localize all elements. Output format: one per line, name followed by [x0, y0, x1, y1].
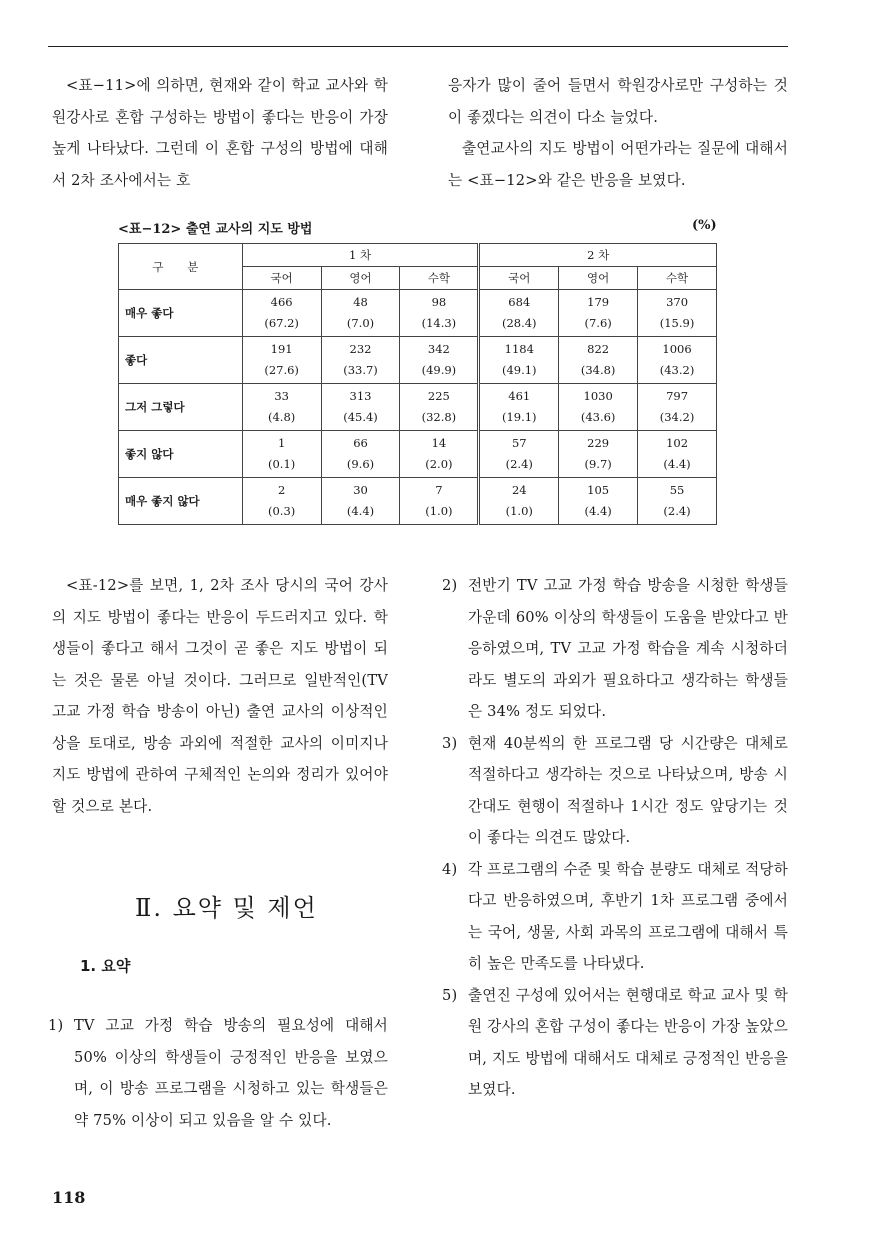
- cell-count: 342: [427, 342, 450, 356]
- top-left-paragraph: <표−11>에 의하면, 현재와 같이 학교 교사와 학원강사로 혼합 구성하는 방법이 좋다는 반응이 가장 높게 나타났다. 그런데 이 혼합 구성의 방법에 대해서 2차 조사에서는 호: [52, 77, 388, 189]
- summary-item-text: TV 고교 가정 학습 방송의 필요성에 대해서 50% 이상의 학생들이 긍정적인 반응을 보였으며, 이 방송 프로그램을 시청하고 있는 학생들은 약 75% 이상이 되고 있음을 알 수 있다.: [74, 1017, 388, 1129]
- table-cell: [321, 290, 400, 337]
- section-title: Ⅱ. 요약 및 제언: [135, 894, 318, 922]
- cell-count: 466: [270, 295, 293, 309]
- cell-count: 57: [511, 436, 527, 450]
- summary-item-text: 출연진 구성에 있어서는 현행대로 학교 교사 및 학원 강사의 혼합 구성이 좋다는 반응이 가장 높았으며, 지도 방법에 대해서도 대체로 긍정적인 반응을 보였다.: [468, 986, 788, 1098]
- cell-count: 313: [349, 389, 372, 403]
- cell-count: 48: [353, 295, 368, 309]
- subject-header: 국어: [479, 267, 559, 290]
- cell-percent: (19.1): [501, 410, 537, 424]
- table-cell: [242, 384, 321, 431]
- summary-item-number: 1): [48, 1017, 64, 1034]
- bottom-left-paragraph: <표-12>를 보면, 1, 2차 조사 당시의 국어 강사의 지도 방법이 좋다는 반응이 두드러지고 있다. 학생들이 좋다고 해서 그것이 곧 좋은 지도 방법이 되는 것은 물론 아닐 것이다. 그러므로 일반적인(TV 고교 가정 학습 방송이 아닌) 출연 교사의 이상적인 상을 토대로, 방송 과외에 적절한 교사의 이미지나 지도 방법에 관하여 구체적인 논의와 정리가 있어야 할 것으로 본다.: [52, 577, 388, 815]
- table-cell: [559, 431, 638, 478]
- cell-count: 98: [431, 295, 447, 309]
- table-cell: [479, 384, 559, 431]
- cell-percent: (33.7): [343, 363, 378, 377]
- cell-percent: (4.4): [346, 504, 375, 518]
- right-summary-list: [442, 570, 788, 1106]
- table-cell: [479, 337, 559, 384]
- cell-count: 1030: [583, 389, 613, 403]
- cell-percent: (49.9): [421, 363, 457, 377]
- cell-percent: (34.8): [580, 363, 616, 377]
- table-cell: [242, 431, 321, 478]
- top-right-paragraph-2: 출연교사의 지도 방법이 어떤가라는 질문에 대해서는 <표−12>와 같은 반응을 보였다.: [448, 140, 788, 189]
- cell-count: 7: [435, 483, 443, 497]
- table-cell: [559, 290, 638, 337]
- cell-percent: (7.0): [346, 316, 375, 330]
- row-label: 좋다: [119, 337, 243, 384]
- table-cell: [400, 337, 479, 384]
- cell-percent: (14.3): [421, 316, 457, 330]
- cell-count: 24: [511, 483, 527, 497]
- table-unit: (%): [692, 218, 717, 233]
- table-cell: [479, 290, 559, 337]
- data-table: [118, 243, 717, 525]
- table-cell: [638, 478, 717, 525]
- cell-percent: (1.0): [425, 504, 453, 518]
- top-rule: [48, 46, 788, 47]
- summary-item: [48, 1010, 388, 1136]
- summary-item-text: 전반기 TV 고교 가정 학습 방송을 시청한 학생들 가운데 60% 이상의 학생들이 도움을 받았다고 반응하였으며, TV 고교 가정 학습을 계속 시청하더라도 별도의 과외가 필요하다고 생각하는 학생들은 34% 정도 되었다.: [468, 577, 788, 720]
- summary-item-text: 현재 40분씩의 한 프로그램 당 시간량은 대체로 적절하다고 생각하는 것으로 나타났으며, 방송 시간대도 현행이 적절하나 1시간 정도 앞당기는 것이 좋다는 의견도 많았다.: [468, 734, 788, 846]
- bottom-left-column: [52, 570, 388, 822]
- cell-count: 684: [508, 295, 531, 309]
- cell-count: 797: [666, 389, 689, 403]
- cell-count: 179: [587, 295, 610, 309]
- round-header: 2 차: [479, 244, 717, 267]
- table-cell: [321, 478, 400, 525]
- cell-percent: (15.9): [659, 316, 695, 330]
- cell-count: 102: [666, 436, 689, 450]
- table-cell: [400, 384, 479, 431]
- table-row: [119, 478, 717, 525]
- cell-percent: (28.4): [501, 316, 537, 330]
- summary-item: [442, 728, 788, 854]
- cell-percent: (67.2): [264, 316, 299, 330]
- table-cell: [400, 478, 479, 525]
- cell-count: 370: [666, 295, 689, 309]
- cell-count: 55: [669, 483, 685, 497]
- cell-count: 225: [427, 389, 450, 403]
- top-left-column: [52, 70, 388, 196]
- row-label: 매우 좋다: [119, 290, 243, 337]
- summary-item: [442, 980, 788, 1106]
- table-row: [119, 290, 717, 337]
- round-header: 1 차: [242, 244, 479, 267]
- row-label: 좋지 않다: [119, 431, 243, 478]
- table-cell: [638, 384, 717, 431]
- cell-count: 30: [353, 483, 368, 497]
- row-label: 매우 좋지 않다: [119, 478, 243, 525]
- cell-count: 105: [587, 483, 610, 497]
- cell-percent: (0.3): [268, 504, 296, 518]
- cell-percent: (2.4): [505, 457, 533, 471]
- cell-percent: (32.8): [421, 410, 457, 424]
- cell-percent: (7.6): [584, 316, 612, 330]
- subject-header: 영어: [321, 267, 400, 290]
- left-summary-list: [48, 1010, 388, 1136]
- table-title: <표−12> 출연 교사의 지도 방법: [118, 222, 313, 237]
- summary-item: [442, 854, 788, 980]
- cell-percent: (27.6): [264, 363, 299, 377]
- table-cell: [638, 290, 717, 337]
- cell-count: 1006: [662, 342, 692, 356]
- cell-count: 822: [587, 342, 610, 356]
- table-cell: [321, 337, 400, 384]
- cell-count: 33: [274, 389, 289, 403]
- table-cell: [242, 290, 321, 337]
- subsection-title: 1. 요약: [80, 957, 131, 975]
- summary-item: [442, 570, 788, 728]
- summary-item-number: 5): [442, 986, 458, 1004]
- cell-percent: (0.1): [268, 457, 296, 471]
- subject-header: 국어: [242, 267, 321, 290]
- table-row: [119, 384, 717, 431]
- cell-percent: (2.0): [425, 457, 453, 471]
- table-cell: [638, 431, 717, 478]
- cell-count: 1184: [504, 342, 534, 356]
- table-cell: [479, 478, 559, 525]
- table-cell: [242, 337, 321, 384]
- top-right-paragraph-1: 응자가 많이 줄어 들면서 학원강사로만 구성하는 것이 좋겠다는 의견이 다소 늘었다.: [448, 77, 788, 126]
- table-cell: [559, 478, 638, 525]
- page-number: 118: [52, 1188, 86, 1207]
- summary-item-number: 4): [442, 860, 458, 878]
- table-body: [119, 290, 717, 525]
- cell-count: 14: [431, 436, 447, 450]
- table-cell: [400, 431, 479, 478]
- table-cell: [559, 384, 638, 431]
- cell-percent: (4.4): [663, 457, 691, 471]
- row-label: 그저 그렇다: [119, 384, 243, 431]
- cell-percent: (34.2): [659, 410, 695, 424]
- table-corner-header: 구 분: [119, 244, 243, 290]
- cell-count: 461: [508, 389, 531, 403]
- cell-percent: (4.4): [584, 504, 612, 518]
- table-cell: [559, 337, 638, 384]
- table-cell: [638, 337, 717, 384]
- summary-item-number: 3): [442, 734, 458, 752]
- cell-percent: (43.6): [580, 410, 616, 424]
- cell-count: 1: [277, 436, 286, 450]
- top-right-column: [448, 70, 788, 196]
- cell-percent: (9.7): [584, 457, 612, 471]
- table-row: [119, 337, 717, 384]
- cell-count: 2: [277, 483, 286, 497]
- cell-percent: (4.8): [268, 410, 296, 424]
- summary-item-number: 2): [442, 577, 458, 594]
- cell-count: 232: [349, 342, 372, 356]
- table-cell: [479, 431, 559, 478]
- summary-item-text: 각 프로그램의 수준 및 학습 분량도 대체로 적당하다고 반응하였으며, 후반기 1차 프로그램 중에서는 국어, 생물, 사회 과목의 프로그램에 대해서 특히 높은 만족도를 나타냈다.: [468, 860, 788, 972]
- cell-count: 229: [587, 436, 610, 450]
- cell-percent: (49.1): [501, 363, 537, 377]
- table-cell: [242, 478, 321, 525]
- cell-percent: (45.4): [343, 410, 378, 424]
- subject-header: 수학: [400, 267, 479, 290]
- table-cell: [400, 290, 479, 337]
- cell-percent: (9.6): [346, 457, 375, 471]
- cell-count: 191: [270, 342, 293, 356]
- subject-header: 영어: [559, 267, 638, 290]
- table-cell: [321, 431, 400, 478]
- cell-percent: (1.0): [505, 504, 533, 518]
- cell-percent: (43.2): [659, 363, 695, 377]
- subject-header: 수학: [638, 267, 717, 290]
- cell-count: 66: [353, 436, 368, 450]
- cell-percent: (2.4): [663, 504, 691, 518]
- table-row: [119, 431, 717, 478]
- table-cell: [321, 384, 400, 431]
